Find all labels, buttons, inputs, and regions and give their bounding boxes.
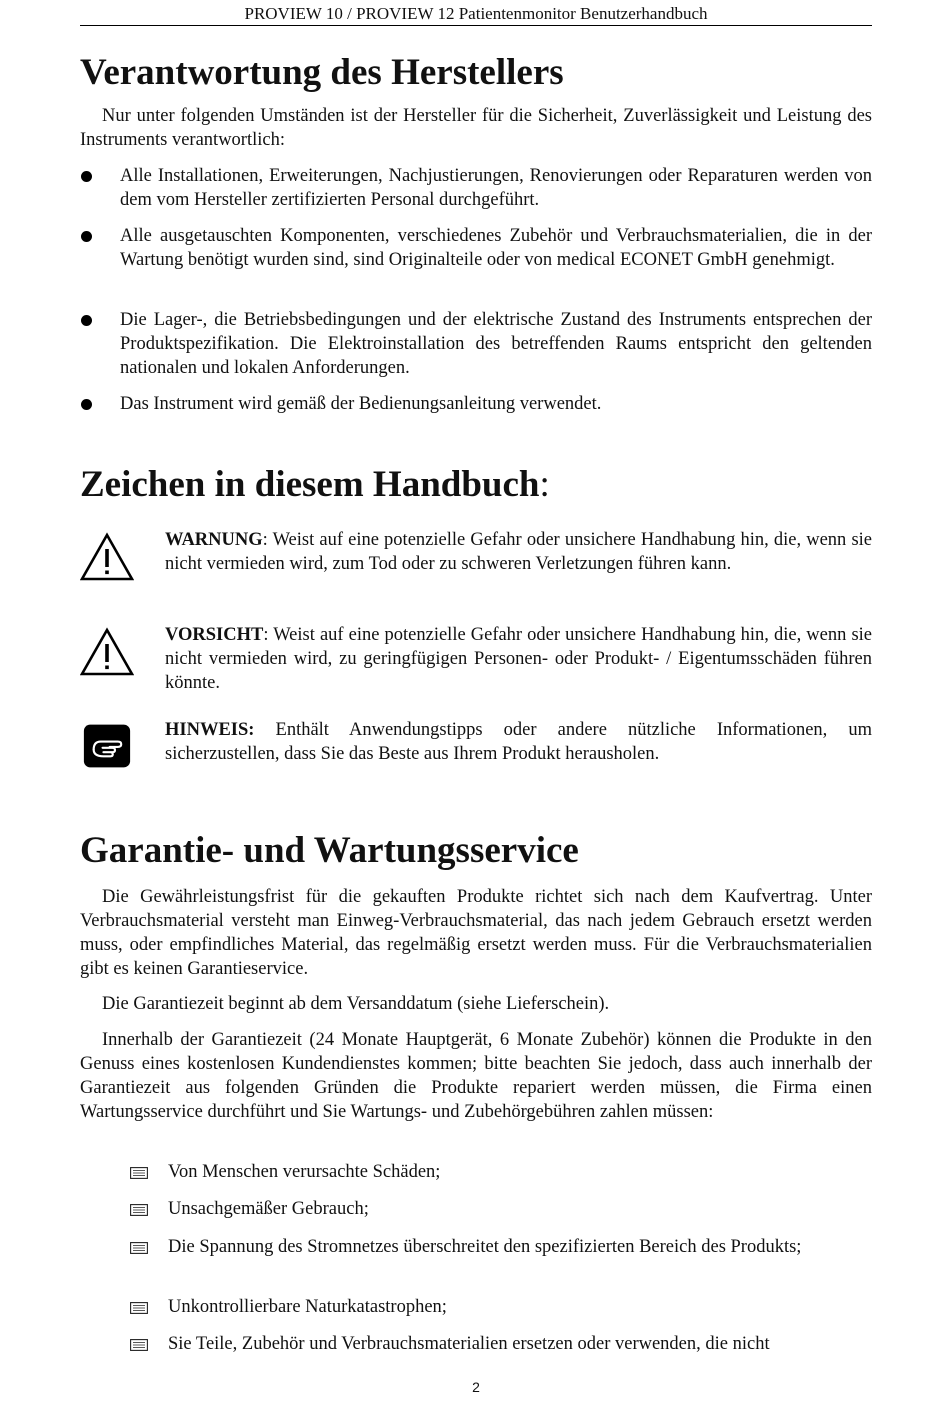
- caution-icon: [80, 627, 134, 677]
- list-item: Die Spannung des Stromnetzes überschreitet den spezifizierten Bereich des Produkts;: [80, 1235, 872, 1259]
- warranty-paragraph-3: Innerhalb der Garantiezeit (24 Monate Hauptgerät, 6 Monate Zubehör) können die Produkte in den Genuss eines kostenlosen Kundendienstes kommen; bitte beachten Sie jedoch, dass auch innerhalb der Garantiezeit aus folgenden Gründen die Produkte repariert werden müssen, die Firma einen Wartungsservice durchführt und Sie Wartungs- und Zubehörgebühren zahlen müssen:: [80, 1030, 872, 1122]
- note-notice: [80, 718, 872, 766]
- list-item: Unkontrollierbare Naturkatastrophen;: [80, 1295, 872, 1319]
- warranty-paragraph-2: Die Garantiezeit beginnt ab dem Versanddatum (siehe Lieferschein).: [102, 994, 610, 1014]
- keyboard-key-icon: [130, 1204, 148, 1216]
- list-item: Von Menschen verursachte Schäden;: [80, 1160, 872, 1184]
- running-header: PROVIEW 10 / PROVIEW 12 Patientenmonitor Benutzerhandbuch: [244, 4, 708, 23]
- bullet-icon: [81, 231, 92, 242]
- keyboard-key-icon: [130, 1242, 148, 1254]
- keyboard-key-icon: [130, 1302, 148, 1314]
- list-item: Alle Installationen, Erweiterungen, Nachjustierungen, Renovierungen oder Reparaturen werden von dem vom Hersteller zertifizierten Personal durchgeführt.: [80, 164, 872, 212]
- caution-label: VORSICHT: [165, 625, 264, 645]
- warning-label: WARNUNG: [165, 530, 263, 550]
- header-divider: [80, 25, 872, 26]
- page-number: 2: [472, 1379, 480, 1395]
- note-label: HINWEIS:: [165, 720, 255, 740]
- section-heading-manufacturer-responsibility: Verantwortung des Herstellers: [80, 52, 564, 93]
- keyboard-key-icon: [130, 1167, 148, 1179]
- keyboard-key-icon: [130, 1339, 148, 1351]
- section-heading-symbols: Zeichen in diesem Handbuch:: [80, 464, 550, 505]
- section-heading-warranty: Garantie- und Wartungsservice: [80, 830, 579, 871]
- warning-text: : Weist auf eine potenzielle Gefahr oder unsichere Handhabung hin, die, wenn sie nicht vermieden wird, zum Tod oder zu schweren Verletzungen führen kann.: [165, 530, 872, 574]
- warranty-paragraph-1: Die Gewährleistungsfrist für die gekauften Produkte richtet sich nach dem Kaufvertrag. Unter Verbrauchsmaterial versteht man Einweg-Verbrauchsmaterial, das nach jedem Gebrauch ersetzt werden muss, oder empfindliches Material, das regelmäßig ersetzt werden muss. Für die Verbrauchsmaterialien gibt es keinen Garantieservice.: [80, 887, 872, 979]
- list-item: Das Instrument wird gemäß der Bedienungsanleitung verwendet.: [80, 392, 872, 416]
- section1-intro: Nur unter folgenden Umständen ist der Hersteller für die Sicherheit, Zuverlässigkeit und Leistung des Instruments verantwortlich:: [80, 106, 872, 150]
- pointing-hand-icon: [83, 722, 131, 770]
- bullet-icon: [81, 171, 92, 182]
- list-item: Alle ausgetauschten Komponenten, verschiedenes Zubehör und Verbrauchsmaterialien, die in der Wartung benötigt wurden sind, sind Originalteile oder von medical ECONET GmbH genehmigt.: [80, 224, 872, 272]
- warning-icon: [80, 532, 134, 582]
- caution-notice: [80, 623, 872, 695]
- caution-text: : Weist auf eine potenzielle Gefahr oder unsichere Handhabung hin, die, wenn sie nicht vermieden wird, zu geringfügigen Personen- oder Produkt- / Eigentumsschäden führen könnte.: [165, 625, 872, 693]
- note-text: Enthält Anwendungstipps oder andere nützliche Informationen, um sicherzustellen, dass Sie das Beste aus Ihrem Produkt herausholen.: [165, 720, 872, 764]
- warning-notice: [80, 528, 872, 576]
- bullet-icon: [81, 399, 92, 410]
- list-item: Unsachgemäßer Gebrauch;: [80, 1197, 872, 1221]
- bullet-icon: [81, 315, 92, 326]
- list-item: Die Lager-, die Betriebsbedingungen und der elektrische Zustand des Instruments entsprechen der Produktspezifikation. Die Elektroinstallation des betreffenden Raums entspricht den geltenden nationalen und lokalen Anforderungen.: [80, 308, 872, 380]
- manual-page: [80, 0, 872, 1420]
- list-item: Sie Teile, Zubehör und Verbrauchsmaterialien ersetzen oder verwenden, die nicht: [80, 1332, 872, 1356]
